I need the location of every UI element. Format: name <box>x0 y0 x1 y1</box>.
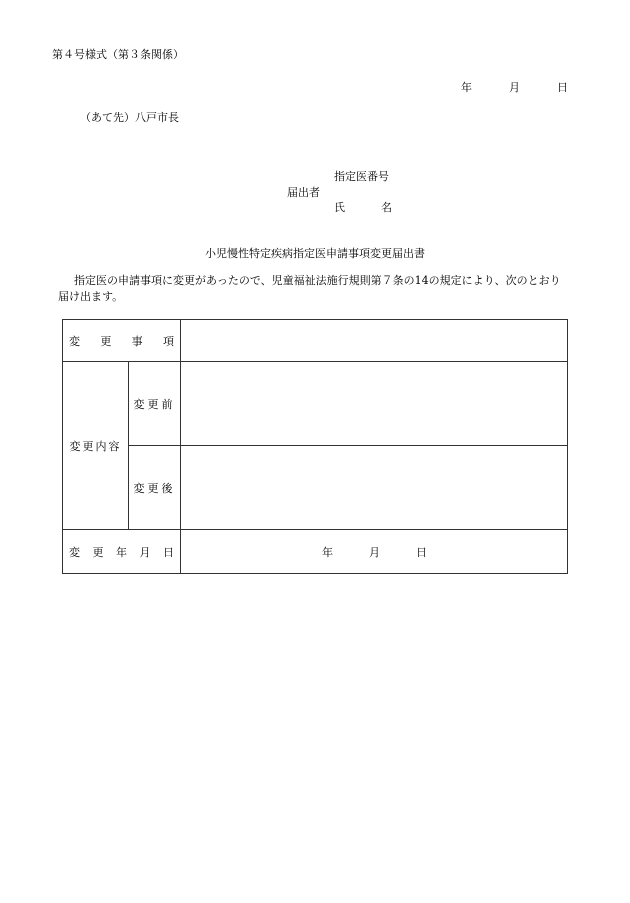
change-date-char: 更 <box>92 545 104 559</box>
doctor-number-label: 指定医番号 <box>334 170 389 183</box>
change-item-field[interactable] <box>181 320 568 362</box>
change-content-text: 変更内容 <box>69 439 122 453</box>
before-label-text: 変更前 <box>133 397 176 411</box>
change-content-label <box>63 362 129 530</box>
header-date-month: 月 <box>509 81 520 94</box>
before-row <box>63 362 568 446</box>
name-label-char1: 氏 <box>334 201 345 214</box>
change-date-char: 年 <box>116 545 127 559</box>
form-number: 第４号様式（第３条関係） <box>52 48 184 61</box>
name-label-char2: 名 <box>381 201 392 214</box>
change-item-row <box>63 320 568 362</box>
change-date-label <box>63 530 181 574</box>
document-title: 小児慢性特定疾病指定医申請事項変更届出書 <box>205 247 425 260</box>
change-item-char: 変 <box>69 334 80 348</box>
change-item-char: 項 <box>162 334 174 348</box>
body-text: 指定医の申請事項に変更があったので、児童福祉法施行規則第７条の14の規定により、次のとおり届け出ます。 <box>58 274 561 303</box>
change-item-label <box>63 320 181 362</box>
header-date-day: 日 <box>557 81 568 94</box>
after-row <box>63 446 568 530</box>
change-date-day: 日 <box>416 545 427 559</box>
before-field[interactable] <box>181 362 568 446</box>
change-date-field[interactable] <box>181 530 568 574</box>
change-form-table <box>62 319 568 574</box>
change-date-char: 変 <box>69 545 80 559</box>
after-field[interactable] <box>181 446 568 530</box>
before-label <box>129 362 181 446</box>
change-date-year: 年 <box>322 545 333 559</box>
change-item-char: 事 <box>131 334 143 348</box>
addressee: （あて先）八戸市長 <box>80 111 179 124</box>
name-label <box>334 199 392 215</box>
change-date-char: 日 <box>163 545 174 559</box>
after-label <box>129 446 181 530</box>
change-item-char: 更 <box>100 334 112 348</box>
change-date-month: 月 <box>369 545 380 559</box>
change-date-row <box>63 530 568 574</box>
change-date-char: 月 <box>139 545 151 559</box>
after-label-text: 変更後 <box>133 481 176 495</box>
submitter-label: 届出者 <box>287 186 320 199</box>
header-date-year: 年 <box>461 81 472 94</box>
